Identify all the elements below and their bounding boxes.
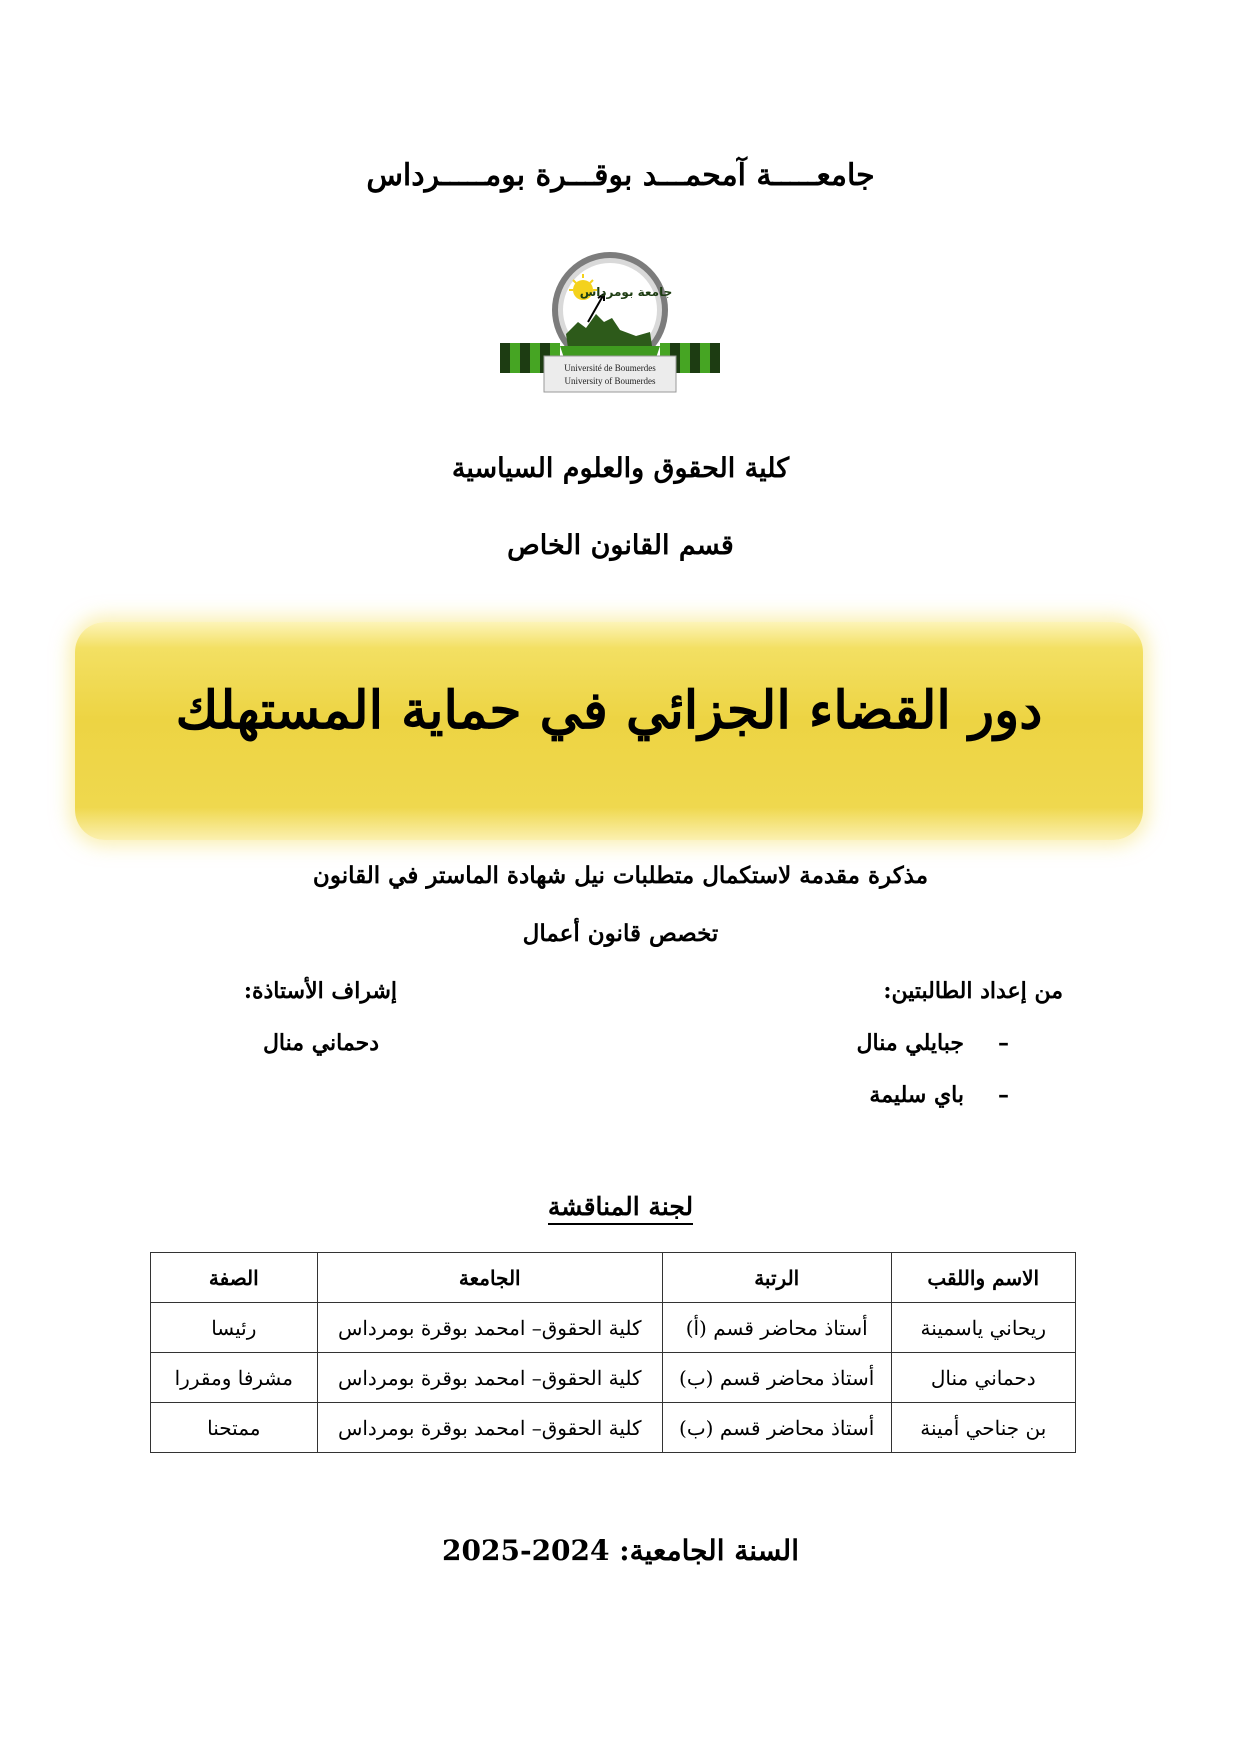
cell-rank: أستاذ محاضر قسم (ب): [662, 1403, 891, 1453]
student-name-text: باي سليمة: [869, 1082, 964, 1108]
university-name: جامعـــــة آمحمـــد بوقـــرة بومـــــرداس: [366, 158, 875, 193]
list-dash: –: [998, 1030, 1009, 1056]
cell-name: ريحاني ياسمينة: [891, 1303, 1075, 1353]
cell-university: كلية الحقوق– امحمد بوقرة بومرداس: [317, 1403, 662, 1453]
committee-title: [0, 1192, 1241, 1221]
list-dash: –: [998, 1082, 1009, 1108]
prepared-by-label: من إعداد الطالبتين:: [883, 978, 1063, 1004]
department-name: قسم القانون الخاص: [507, 530, 734, 561]
table-header-row: [151, 1253, 1076, 1303]
table-row: [151, 1353, 1076, 1403]
supervisor-name: دحماني منال: [262, 1030, 379, 1056]
university-logo: [500, 248, 720, 400]
committee-title-text: لجنة المناقشة: [548, 1192, 693, 1225]
logo-arabic-text: جامعة بومرداس: [579, 285, 673, 299]
cell-name: دحماني منال: [891, 1353, 1075, 1403]
cell-role: رئيسا: [151, 1303, 318, 1353]
student-name: [869, 1082, 1009, 1108]
header-name: الاسم واللقب: [891, 1253, 1075, 1303]
header-rank: الرتبة: [662, 1253, 891, 1303]
logo-french-text: Université de Boumerdes: [564, 363, 656, 373]
logo-english-text: University of Boumerdes: [564, 376, 656, 386]
faculty-name: كلية الحقوق والعلوم السياسية: [451, 453, 790, 484]
cell-university: كلية الحقوق– امحمد بوقرة بومرداس: [317, 1353, 662, 1403]
student-name-text: جبايلي منال: [856, 1030, 964, 1056]
title-banner: [75, 622, 1143, 840]
university-logo-icon: [500, 248, 720, 400]
table-row: [151, 1403, 1076, 1453]
cell-rank: أستاذ محاضر قسم (أ): [662, 1303, 891, 1353]
memo-statement: مذكرة مقدمة لاستكمال متطلبات نيل شهادة الماستر في القانون: [312, 862, 929, 889]
header-role: الصفة: [151, 1253, 318, 1303]
supervision-label: إشراف الأستاذة:: [243, 978, 397, 1004]
cell-role: مشرفا ومقررا: [151, 1353, 318, 1403]
cell-rank: أستاذ محاضر قسم (ب): [662, 1353, 891, 1403]
cell-role: ممتحنا: [151, 1403, 318, 1453]
cell-name: بن جناحي أمينة: [891, 1403, 1075, 1453]
header-university: الجامعة: [317, 1253, 662, 1303]
student-name: [857, 1030, 1009, 1056]
table-row: [151, 1303, 1076, 1353]
committee-table: [150, 1252, 1076, 1453]
thesis-title: دور القضاء الجزائي في حماية المستهلك: [175, 680, 1043, 741]
cell-university: كلية الحقوق– امحمد بوقرة بومرداس: [317, 1303, 662, 1353]
academic-year: السنة الجامعية: 2024-2025: [442, 1534, 799, 1567]
specialty: تخصص قانون أعمال: [522, 920, 719, 947]
